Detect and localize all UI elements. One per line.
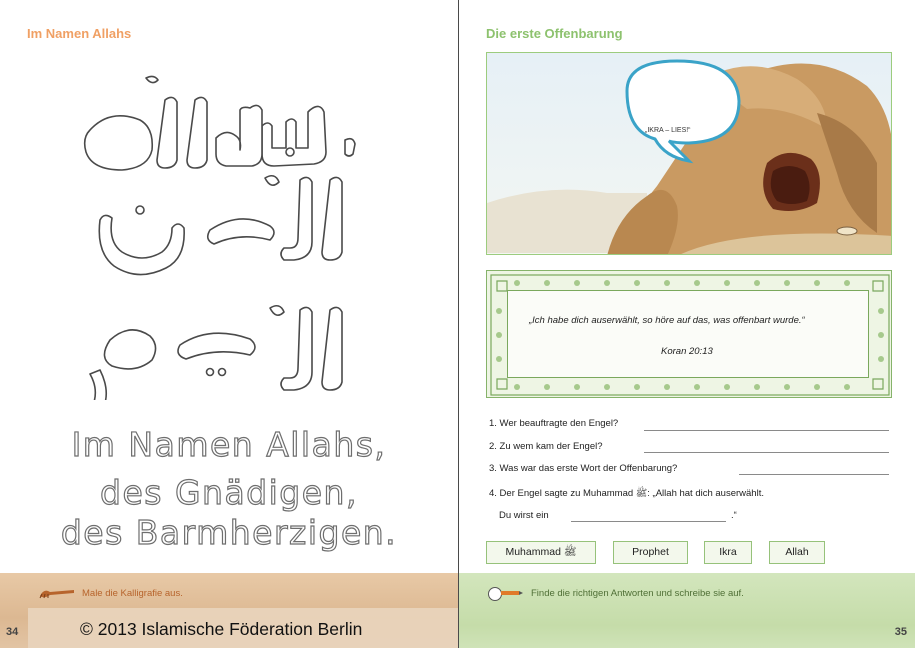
right-instruction: Finde die richtigen Antworten und schreibe sie auf. <box>531 588 744 599</box>
copyright-text: © 2013 Islamische Föderation Berlin <box>80 619 363 639</box>
speech-bubble-text: „IKRA – LIES!“ <box>645 127 691 134</box>
calligraphy-outline <box>60 60 380 400</box>
page-number-right: 35 <box>894 626 907 638</box>
brush-icon <box>38 586 76 600</box>
page-number-left: 34 <box>6 626 19 638</box>
option-ikra[interactable]: Ikra <box>704 541 752 564</box>
question-3: 3. Was war das erste Wort der Offenbarung? <box>489 463 678 474</box>
pencil-icon <box>485 585 523 601</box>
quote-reference: Koran 20:13 <box>661 346 713 357</box>
answer-line-4[interactable] <box>571 521 726 522</box>
outline-line-2: des Gnädigen, <box>100 473 358 512</box>
fill-suffix: .“ <box>731 510 737 521</box>
right-page-heading: Die erste Offenbarung <box>486 26 623 41</box>
answer-line-1[interactable] <box>644 430 889 431</box>
option-muhammad[interactable]: Muhammad ﷺ <box>486 541 596 564</box>
cave-scene <box>487 53 892 255</box>
answer-line-3[interactable] <box>739 474 889 475</box>
left-instruction: Male die Kalligrafie aus. <box>82 588 183 599</box>
option-allah[interactable]: Allah <box>769 541 825 564</box>
answer-line-2[interactable] <box>644 452 889 453</box>
outline-line-1: Im Namen Allahs, <box>71 425 387 464</box>
left-page-heading: Im Namen Allahs <box>27 26 132 41</box>
cave-illustration <box>486 52 892 255</box>
right-footer-band <box>459 573 915 648</box>
option-prophet[interactable]: Prophet <box>613 541 688 564</box>
outline-line-3: des Barmherzigen. <box>60 513 398 552</box>
quote-text: „Ich habe dich auserwählt, so höre auf das, was offenbart wurde.“ <box>529 315 805 326</box>
question-1: 1. Wer beauftragte den Engel? <box>489 418 619 429</box>
quote-box <box>507 290 869 378</box>
right-page <box>459 0 915 648</box>
fill-prefix: Du wirst ein <box>499 510 549 521</box>
question-4: 4. Der Engel sagte zu Muhammad ﷺ: „Allah hat dich auserwählt. <box>489 488 764 499</box>
question-2: 2. Zu wem kam der Engel? <box>489 441 603 452</box>
